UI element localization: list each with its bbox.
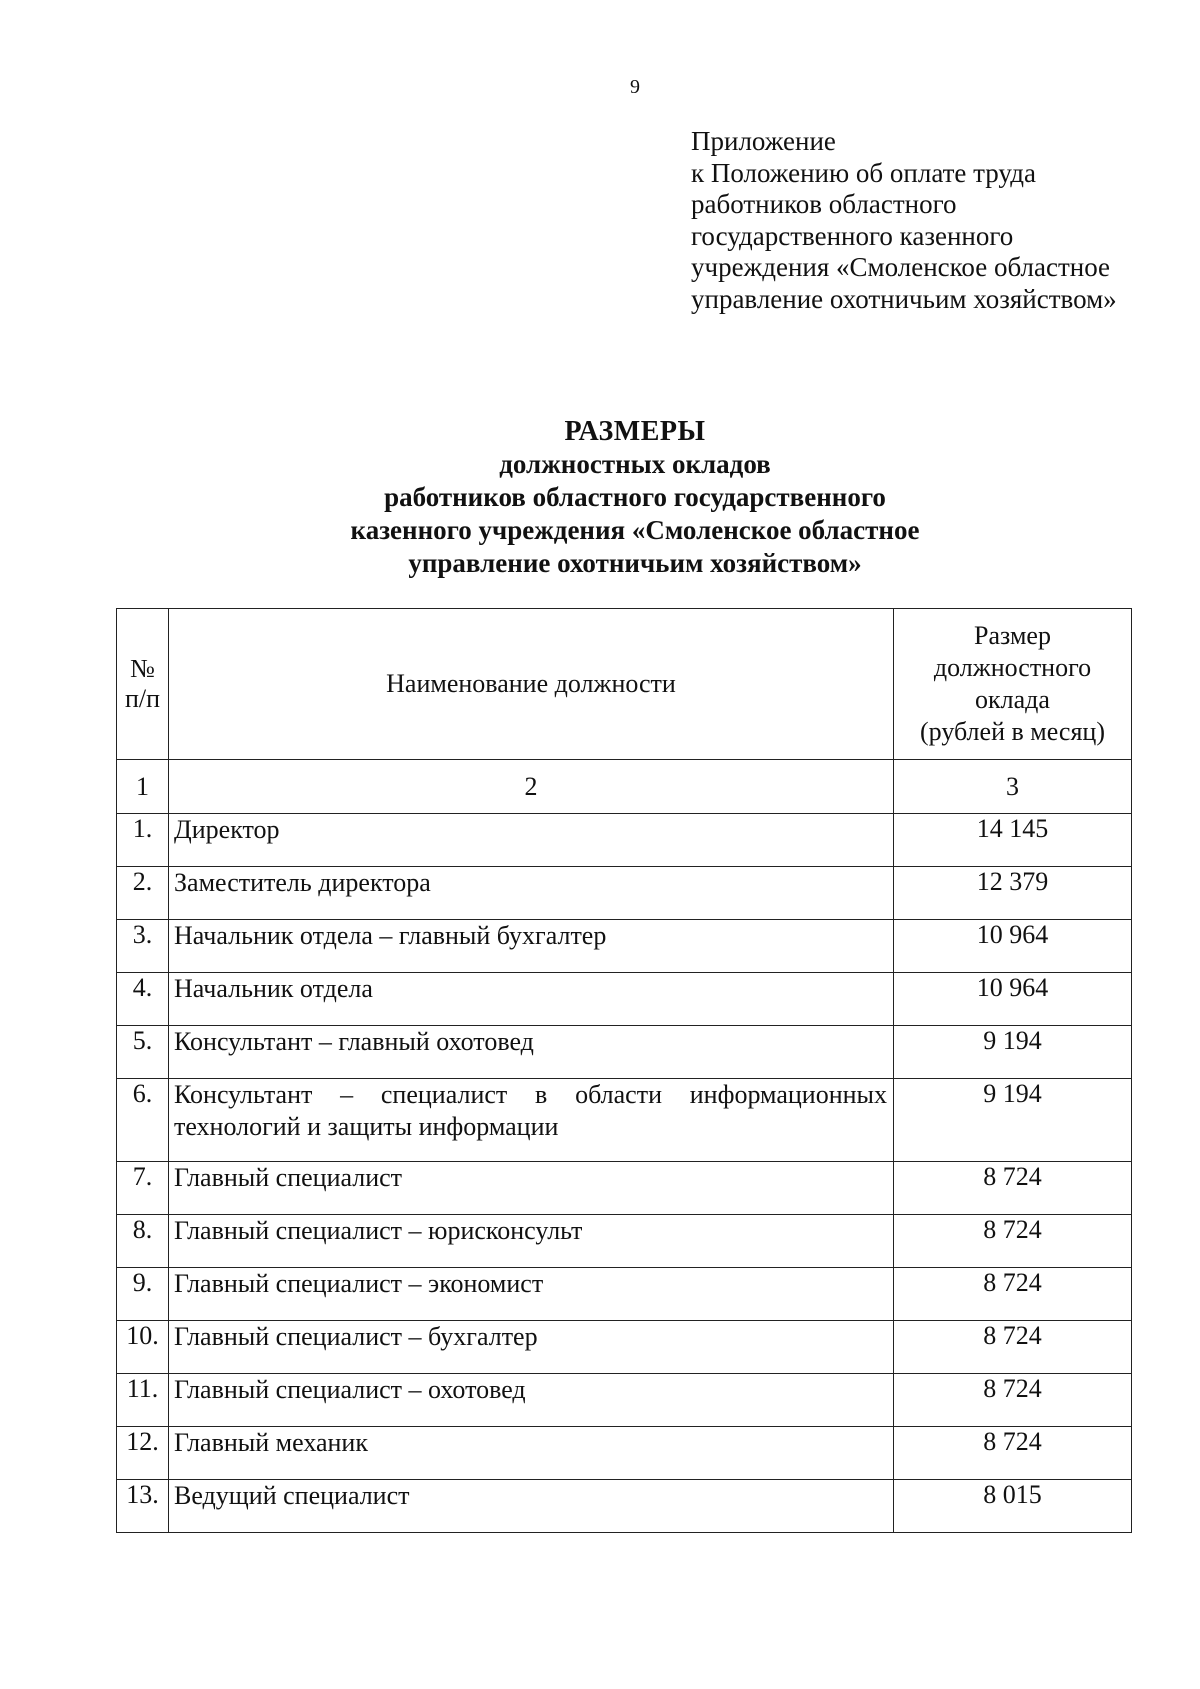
appendix-line: работников областного bbox=[691, 189, 957, 219]
appendix-line: учреждения «Смоленское областное bbox=[691, 252, 1111, 282]
header-amount-line: (рублей в месяц) bbox=[920, 717, 1105, 746]
position-name: Главный специалист – бухгалтер bbox=[169, 1321, 894, 1374]
title-line: управление охотничьим хозяйством» bbox=[408, 548, 862, 578]
salary-table bbox=[116, 608, 1132, 1533]
table-row bbox=[117, 1374, 1132, 1427]
row-number: 5. bbox=[117, 1026, 169, 1079]
column-index: 3 bbox=[894, 760, 1132, 814]
table-row bbox=[117, 1268, 1132, 1321]
document-title bbox=[0, 415, 1200, 580]
position-name: Начальник отдела – главный бухгалтер bbox=[169, 920, 894, 973]
header-amount-line: Размер bbox=[974, 621, 1051, 650]
row-number: 9. bbox=[117, 1268, 169, 1321]
position-name: Директор bbox=[169, 814, 894, 867]
table-row bbox=[117, 920, 1132, 973]
position-name: Начальник отдела bbox=[169, 973, 894, 1026]
salary-amount: 12 379 bbox=[894, 867, 1132, 920]
position-name: Консультант – главный охотовед bbox=[169, 1026, 894, 1079]
row-number: 13. bbox=[117, 1480, 169, 1533]
header-salary-amount bbox=[894, 609, 1132, 760]
salary-amount: 9 194 bbox=[894, 1079, 1132, 1162]
position-name: Заместитель директора bbox=[169, 867, 894, 920]
row-number: 2. bbox=[117, 867, 169, 920]
position-name: Консультант – специалист в области информационных технологий и защиты информации bbox=[169, 1079, 894, 1162]
row-number: 10. bbox=[117, 1321, 169, 1374]
appendix-note bbox=[691, 126, 1191, 315]
position-name: Главный механик bbox=[169, 1427, 894, 1480]
row-number: 12. bbox=[117, 1427, 169, 1480]
column-index-row bbox=[117, 760, 1132, 814]
position-name: Главный специалист – охотовед bbox=[169, 1374, 894, 1427]
salary-amount: 8 015 bbox=[894, 1480, 1132, 1533]
table-row bbox=[117, 814, 1132, 867]
appendix-line: к Положению об оплате труда bbox=[691, 157, 1036, 188]
position-name: Главный специалист – экономист bbox=[169, 1268, 894, 1321]
title-line: казенного учреждения «Смоленское областное bbox=[350, 515, 920, 545]
position-name: Ведущий специалист bbox=[169, 1480, 894, 1533]
salary-amount: 8 724 bbox=[894, 1215, 1132, 1268]
row-number: 3. bbox=[117, 920, 169, 973]
appendix-line: государственного казенного bbox=[691, 220, 1014, 251]
table-row bbox=[117, 1321, 1132, 1374]
column-index: 1 bbox=[117, 760, 169, 814]
table-row bbox=[117, 973, 1132, 1026]
position-name: Главный специалист – юрисконсульт bbox=[169, 1215, 894, 1268]
salary-amount: 10 964 bbox=[894, 920, 1132, 973]
title-line: работников областного государственного bbox=[384, 482, 886, 512]
row-number: 6. bbox=[117, 1079, 169, 1162]
title-main: РАЗМЕРЫ bbox=[564, 416, 706, 447]
salary-amount: 8 724 bbox=[894, 1427, 1132, 1480]
salary-amount: 14 145 bbox=[894, 814, 1132, 867]
column-index: 2 bbox=[169, 760, 894, 814]
salary-amount: 8 724 bbox=[894, 1162, 1132, 1215]
title-line: должностных окладов bbox=[499, 449, 771, 479]
salary-amount: 9 194 bbox=[894, 1026, 1132, 1079]
appendix-line: управление охотничьим хозяйством» bbox=[691, 283, 1117, 314]
position-name: Главный специалист bbox=[169, 1162, 894, 1215]
table-row bbox=[117, 1026, 1132, 1079]
salary-amount: 8 724 bbox=[894, 1321, 1132, 1374]
table-header-row bbox=[117, 609, 1132, 760]
appendix-line: Приложение bbox=[691, 126, 836, 156]
header-number-symbol: № bbox=[130, 654, 155, 683]
header-number bbox=[117, 609, 169, 760]
row-number: 8. bbox=[117, 1215, 169, 1268]
row-number: 7. bbox=[117, 1162, 169, 1215]
row-number: 4. bbox=[117, 973, 169, 1026]
row-number: 1. bbox=[117, 814, 169, 867]
table-row bbox=[117, 1215, 1132, 1268]
page-number: 9 bbox=[630, 76, 640, 98]
header-amount-line: должностного bbox=[933, 653, 1092, 682]
table-row bbox=[117, 867, 1132, 920]
header-position-name: Наименование должности bbox=[169, 609, 894, 760]
header-number-abbr: п/п bbox=[124, 684, 161, 713]
row-number: 11. bbox=[117, 1374, 169, 1427]
salary-amount: 8 724 bbox=[894, 1268, 1132, 1321]
table-row bbox=[117, 1162, 1132, 1215]
header-amount-line: оклада bbox=[975, 685, 1050, 714]
salary-amount: 8 724 bbox=[894, 1374, 1132, 1427]
table-row bbox=[117, 1079, 1132, 1162]
table-row bbox=[117, 1480, 1132, 1533]
salary-amount: 10 964 bbox=[894, 973, 1132, 1026]
table-row bbox=[117, 1427, 1132, 1480]
